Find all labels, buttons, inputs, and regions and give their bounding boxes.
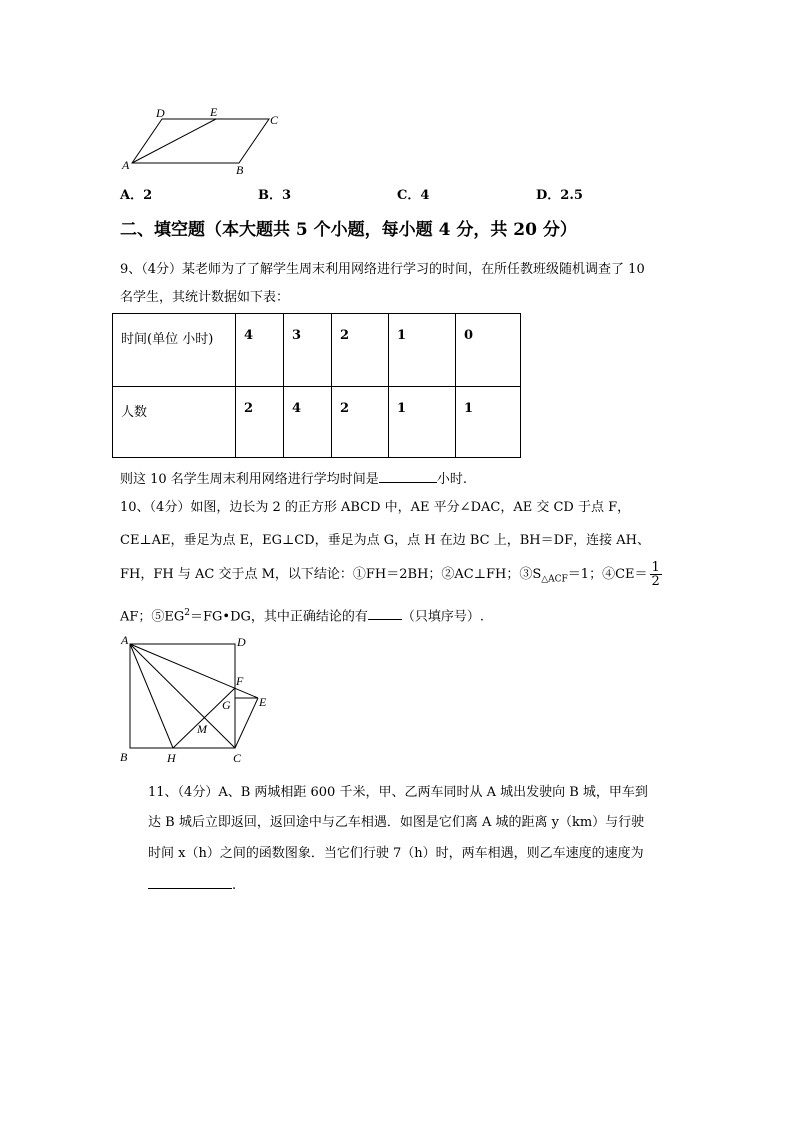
table-cell: 4 xyxy=(236,314,284,387)
table-cell: 2 xyxy=(332,314,389,387)
option-d[interactable]: D．2.5 xyxy=(536,188,583,203)
label-h: H xyxy=(167,751,176,765)
q10-line3-sub: △ACF xyxy=(541,574,568,585)
parallelogram-abcd xyxy=(132,119,269,163)
label-e: E xyxy=(210,105,218,119)
table-header-time: 时间(单位 小时) xyxy=(113,314,236,387)
option-b[interactable]: B．3 xyxy=(258,188,292,203)
fraction-one-half xyxy=(650,561,662,588)
fraction-numerator: 1 xyxy=(651,560,660,575)
q9-line1: 9、（4分）某老师为了了解学生周末利用网络进行学习的时间，在所任教班级随机调查了 10 xyxy=(120,262,645,277)
segment-ae xyxy=(132,119,216,163)
q11-line2: 达 B 城后立即返回，返回途中与乙车相遇．如图是它们离 A 城的距离 y（km）与行驶 xyxy=(148,815,645,830)
q9-answer-line xyxy=(120,470,467,488)
label-c: C xyxy=(233,751,242,765)
q10-line4-sup: 2 xyxy=(184,608,191,618)
q10-line4 xyxy=(120,605,484,625)
q10-line4-a: AF；⑤EG xyxy=(120,609,185,625)
table-cell: 4 xyxy=(284,387,332,458)
option-c[interactable]: C．4 xyxy=(397,188,430,203)
table-cell: 1 xyxy=(389,314,456,387)
label-a: A xyxy=(122,158,130,172)
label-f: F xyxy=(236,674,244,688)
table-cell: 3 xyxy=(284,314,332,387)
q10-line3-a: FH，FH 与 AC 交于点 M，以下结论：①FH＝2BH；②AC⊥FH；③S xyxy=(120,567,542,582)
q11-line3: 时间 x（h）之间的函数图象．当它们行驶 7（h）时，两车相遇，则乙车速度的速度为 xyxy=(148,846,644,861)
section-title: 二、填空题（本大题共 5 个小题，每小题 4 分，共 20 分） xyxy=(120,220,577,240)
table-cell: 2 xyxy=(236,387,284,458)
table-cell: 1 xyxy=(389,387,456,458)
label-m: M xyxy=(197,722,207,736)
table-cell: 1 xyxy=(456,387,521,458)
fraction-denominator: 2 xyxy=(651,574,660,589)
q10-line2: CE⊥AE，垂足为点 E，EG⊥CD，垂足为点 G，点 H 在边 BC 上，BH＝DF，连接 AH、 xyxy=(120,533,650,548)
label-c: C xyxy=(270,113,279,127)
q9-answer-suffix: 小时. xyxy=(436,472,467,487)
q10-line1: 10、（4分）如图，边长为 2 的正方形 ABCD 中，AE 平分∠DAC，AE 交 CD 于点 F， xyxy=(120,500,631,515)
label-d: D xyxy=(237,635,246,649)
q9-line2: 名学生，其统计数据如下表： xyxy=(120,290,290,305)
q11-line4 xyxy=(148,876,236,894)
table-row xyxy=(113,314,521,387)
q9-answer-blank[interactable] xyxy=(379,470,437,483)
label-b: B xyxy=(236,163,244,177)
q11-answer-blank[interactable] xyxy=(148,876,232,889)
table-row xyxy=(113,387,521,458)
q9-answer-prefix: 则这 10 名学生周末利用网络进行学均时间是 xyxy=(120,472,379,487)
q10-answer-blank[interactable] xyxy=(368,607,402,620)
q10-line3-b: ＝1；④CE＝ xyxy=(567,567,648,582)
label-a: A xyxy=(121,633,129,647)
square-figure xyxy=(115,632,275,768)
q11-line1: 11、（4分）A、B 两城相距 600 千米，甲、乙两车同时从 A 城出发驶向 B 城，甲车到 xyxy=(148,785,648,800)
option-a[interactable]: A．2 xyxy=(120,188,153,203)
table-cell: 2 xyxy=(332,387,389,458)
label-e: E xyxy=(259,695,267,709)
q10-line4-b: ＝FG•DG，其中正确结论的有 xyxy=(190,609,368,625)
table-cell: 0 xyxy=(456,314,521,387)
segment-ce xyxy=(235,698,258,748)
q10-line3 xyxy=(120,560,662,595)
q10-line4-c: （只填序号）. xyxy=(401,609,485,625)
label-d: D xyxy=(156,106,165,120)
segment-ac xyxy=(130,644,235,748)
parallelogram-figure xyxy=(118,100,288,180)
table-header-count: 人数 xyxy=(113,387,236,458)
label-g: G xyxy=(222,698,231,712)
stats-table xyxy=(112,313,521,458)
q11-line4-end: . xyxy=(232,878,237,893)
label-b: B xyxy=(120,750,128,764)
